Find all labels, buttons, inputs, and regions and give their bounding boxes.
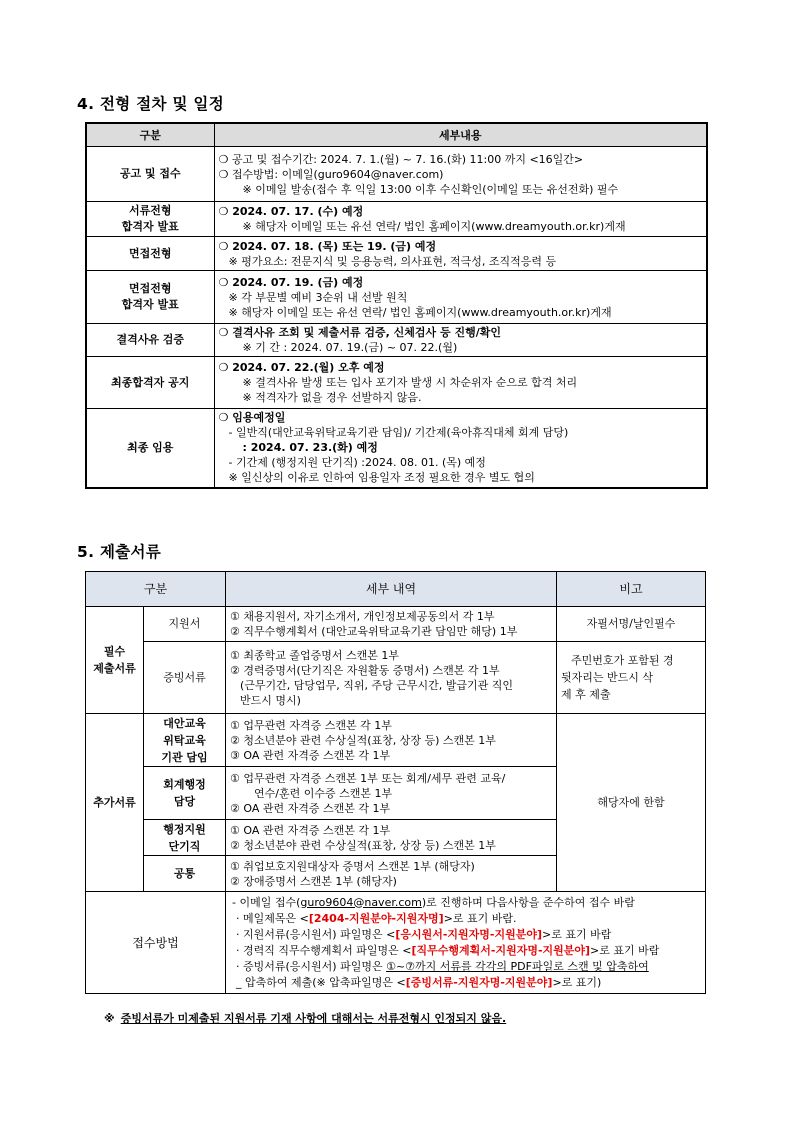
schedule-detail-line: ※ 일신상의 이유로 인하여 임용일자 조정 필요한 경우 별도 협의 <box>228 471 535 485</box>
schedule-detail-line: ※ 적격자가 없을 경우 선발하지 않음. <box>242 391 422 404</box>
optional-accounting-label: 회계행정 담당 <box>144 767 226 820</box>
schedule-detail-line: ❍ 접수방법: 이메일(guro9604@naver.com) <box>218 167 444 181</box>
schedule-row-detail <box>214 237 707 271</box>
schedule-detail-line: ❍ 2024. 07. 18. (목) 또는 19. (금) 예정 <box>218 239 437 253</box>
schedule-row-detail <box>214 357 707 409</box>
method-line: · 증빙서류(응시원서) 파일명은 ①~⑦까지 서류를 각각의 PDF파일로 스캔 및 압축하여 <box>236 959 649 973</box>
documents-header-detail: 세부 내역 <box>226 572 557 607</box>
schedule-detail-line: ❍ 2024. 07. 19. (금) 예정 <box>218 275 364 289</box>
schedule-detail-line: ※ 평가요소: 전문지식 및 응용능력, 의사표현, 적극성, 조직적응력 등 <box>228 254 557 268</box>
filename-format: [직무수행계획서-지원자명-지원분야] <box>411 943 591 957</box>
schedule-row <box>86 271 707 324</box>
schedule-detail-line: ※ 기 간 : 2024. 07. 19.(금) ~ 07. 22.(월) <box>242 341 458 354</box>
section4-title: 4. 전형 절차 및 일정 <box>77 95 224 113</box>
schedule-detail-line: ❍ 결격사유 조회 및 제출서류 검증, 신체검사 등 진행/확인 <box>218 326 501 339</box>
schedule-row <box>86 237 707 271</box>
schedule-row-detail <box>214 324 707 357</box>
filename-format: [2404-지원분야-지원자명] <box>308 911 444 925</box>
schedule-detail-line: : 2024. 07. 23.(화) 예정 <box>242 441 378 455</box>
schedule-detail-line: ※ 각 부문별 예비 3순위 내 선발 원칙 <box>228 290 408 304</box>
schedule-detail-line: ※ 결격사유 발생 또는 입사 포기자 발생 시 차순위자 순으로 합격 처리 <box>242 376 578 389</box>
filename-format: [응시원서-지원자명-지원분야] <box>395 927 543 941</box>
schedule-detail-line: ❍ 공고 및 접수기간: 2024. 7. 1.(월) ~ 7. 16.(화) 11:00 까지 <16일간> <box>218 152 584 166</box>
method-line: _ 압축하여 제출(※ 압축파일명은 <[증빙서류-지원자명-지원분야]>로 표기) <box>236 975 602 989</box>
schedule-row-label: 면접전형 합격자 발표 <box>86 271 214 324</box>
schedule-header-category: 구분 <box>86 123 214 147</box>
schedule-detail-line: - 기간제 (행정지원 단기직) :2024. 08. 01. (목) 예정 <box>228 456 486 470</box>
schedule-table <box>85 122 708 489</box>
schedule-row-detail <box>214 147 707 202</box>
optional-teacher-label: 대안교육 위탁교육 기관 담임 <box>144 714 226 767</box>
required-application-detail: ① 채용지원서, 자기소개서, 개인정보제공동의서 각 1부 ② 직무수행계획서 (대안교육위탁교육기관 담임만 해당) 1부 <box>226 607 557 642</box>
schedule-detail-line: ❍ 2024. 07. 17. (수) 예정 <box>218 205 364 218</box>
optional-teacher-detail: ① 업무관련 자격증 스캔본 각 1부 ② 청소년분야 관련 수상실적(표창, 상장 등) 스캔본 1부 ③ OA 관련 자격증 스캔본 각 1부 <box>226 714 557 767</box>
method-line: · 메일제목은 <[2404-지원분야-지원자명]>로 표기 바람. <box>236 911 517 925</box>
schedule-row <box>86 202 707 237</box>
schedule-row <box>86 324 707 357</box>
documents-header-remark: 비고 <box>557 572 706 607</box>
method-line: - 이메일 접수(guro9604@naver.com)로 진행하며 다음사항을 준수하여 접수 바람 <box>232 895 635 909</box>
schedule-row-label: 공고 및 접수 <box>86 147 214 202</box>
schedule-detail-line: ❍ 임용예정일 <box>218 411 286 425</box>
schedule-detail-line: ※ 이메일 발송(접수 후 익일 13:00 이후 수신확인(이메일 또는 유선전화) 필수 <box>242 182 619 196</box>
schedule-row <box>86 357 707 409</box>
schedule-detail-line: - 일반직(대안교육위탁교육기관 담임)/ 기간제(육아휴직대체 회계 담당) <box>228 426 569 440</box>
footnote: ※ 증빙서류가 미제출된 지원서류 기재 사항에 대해서는 서류전형시 인정되지 않음. <box>104 1012 507 1025</box>
submission-method-detail <box>226 892 706 994</box>
schedule-row-detail <box>214 202 707 237</box>
schedule-detail-line: ❍ 2024. 07. 22.(월) 오후 예정 <box>218 361 385 374</box>
schedule-row-label: 서류전형 합격자 발표 <box>86 202 214 237</box>
optional-group-label: 추가서류 <box>86 714 144 892</box>
section5-title: 5. 제출서류 <box>77 543 162 561</box>
required-application-remark: 자필서명/날인필수 <box>557 607 706 642</box>
optional-common-label: 공통 <box>144 856 226 892</box>
schedule-row-detail <box>214 271 707 324</box>
optional-common-detail: ① 취업보호지원대상자 증명서 스캔본 1부 (해당자) ② 장애증명서 스캔본 1부 (해당자) <box>226 856 557 892</box>
documents-header-category: 구분 <box>86 572 226 607</box>
email-link[interactable]: guro9604@naver.com <box>300 895 422 909</box>
schedule-row-label: 최종 임용 <box>86 409 214 488</box>
filename-format: [증빙서류-지원자명-지원분야] <box>405 975 553 989</box>
optional-accounting-detail: ① 업무관련 자격증 스캔본 1부 또는 회계/세무 관련 교육/ 연수/훈련 이수증 스캔본 1부 ② OA 관련 자격증 스캔본 각 1부 <box>226 767 557 820</box>
schedule-row-detail <box>214 409 707 488</box>
method-line: · 지원서류(응시원서) 파일명은 <[응시원서-지원자명-지원분야]>로 표기 바람 <box>236 927 612 941</box>
schedule-row-label: 최종합격자 공지 <box>86 357 214 409</box>
schedule-detail-line: ※ 해당자 이메일 또는 유선 연락/ 법인 홈페이지(www.dreamyouth.or.kr)게재 <box>228 305 612 319</box>
optional-admin-detail: ① OA 관련 자격증 스캔본 각 1부 ② 청소년분야 관련 수상실적(표창, 상장 등) 스캔본 1부 <box>226 820 557 856</box>
optional-remark: 해당자에 한함 <box>557 714 706 892</box>
required-proof-label: 증빙서류 <box>144 642 226 714</box>
schedule-row <box>86 409 707 488</box>
schedule-detail-line: ※ 해당자 이메일 또는 유선 연락/ 법인 홈페이지(www.dreamyouth.or.kr)게재 <box>242 220 626 233</box>
schedule-row-label: 결격사유 검증 <box>86 324 214 357</box>
submission-method-label: 접수방법 <box>86 892 226 994</box>
schedule-row <box>86 147 707 202</box>
optional-admin-label: 행정지원 단기직 <box>144 820 226 856</box>
required-proof-detail: ① 최종학교 졸업증명서 스캔본 1부 ② 경력증명서(단기직은 자원활동 증명서) 스캔본 각 1부 (근무기간, 담당업무, 직위, 주당 근무시간, 발급기관 직인 반드시 명시) <box>226 642 557 714</box>
method-line: · 경력직 직무수행계획서 파일명은 <[직무수행계획서-지원자명-지원분야]>로 표기 바람 <box>236 943 660 957</box>
schedule-row-label: 면접전형 <box>86 237 214 271</box>
required-proof-remark: 주민번호가 포함된 경 뒷자리는 반드시 삭 제 후 제출 <box>557 642 706 714</box>
documents-table <box>85 571 706 994</box>
schedule-header-detail: 세부내용 <box>214 123 707 147</box>
required-group-label: 필수 제출서류 <box>86 607 144 714</box>
required-application-label: 지원서 <box>144 607 226 642</box>
